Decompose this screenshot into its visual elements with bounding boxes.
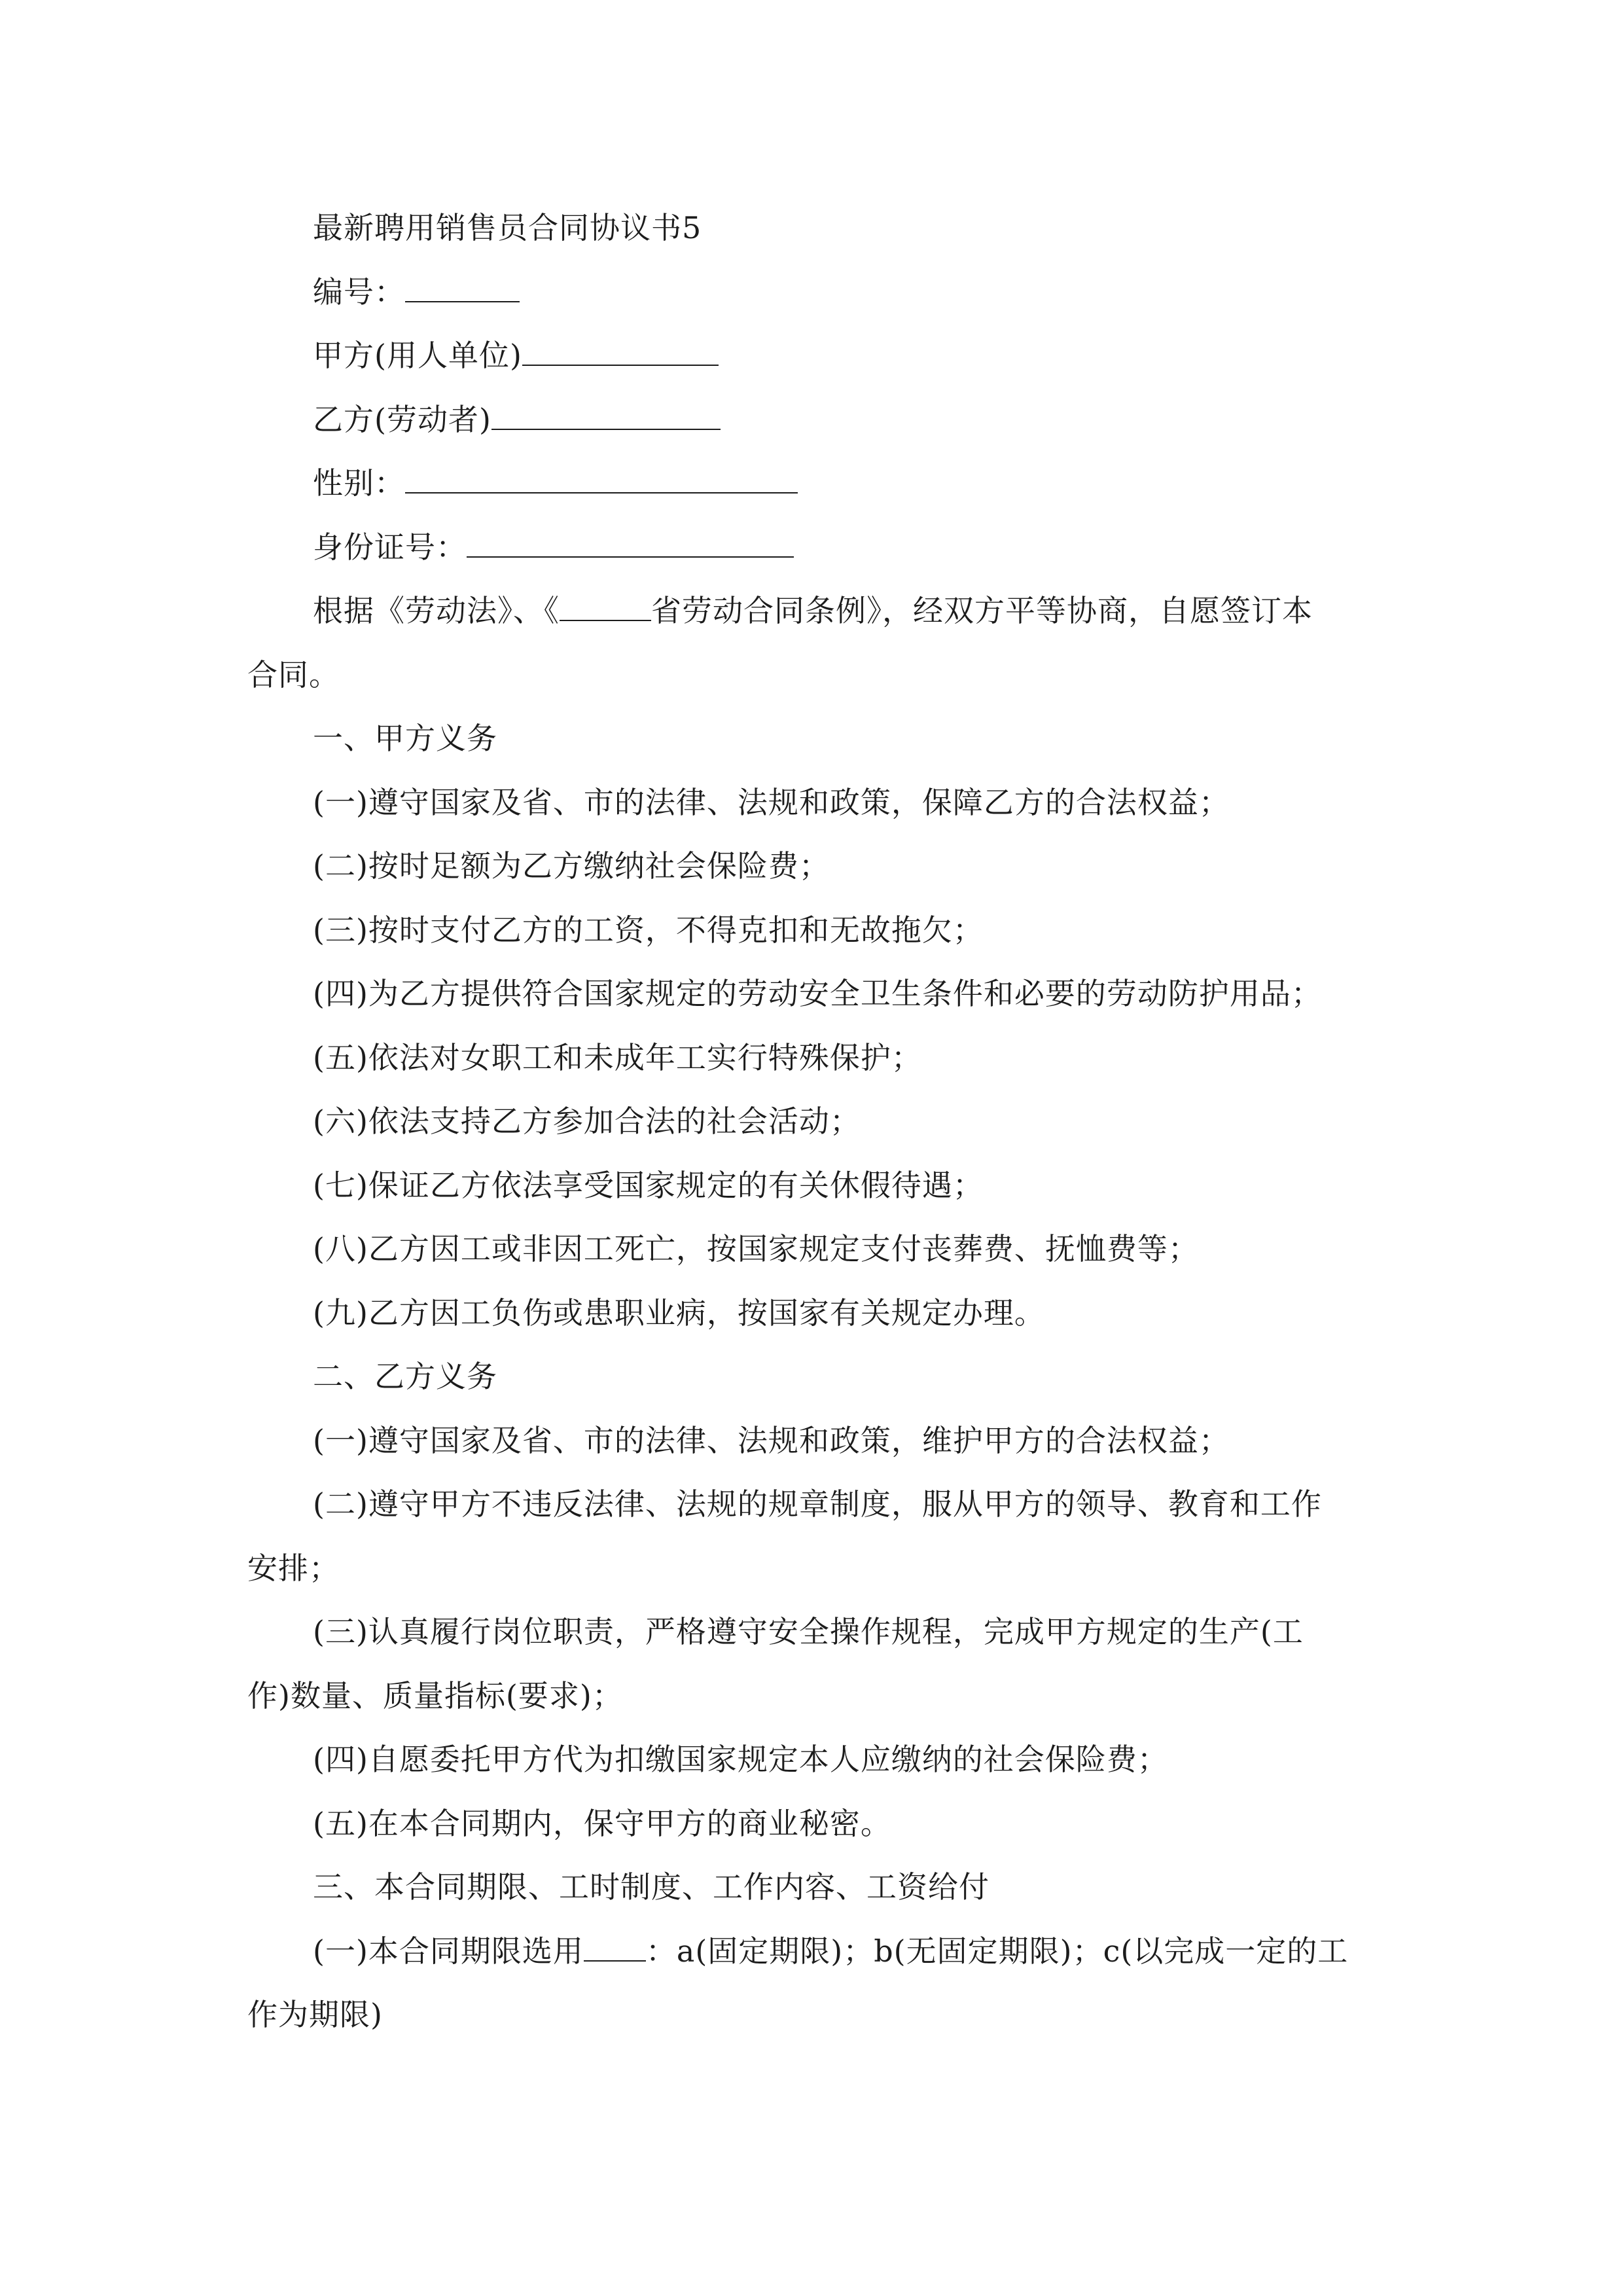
section-2-item-continuation: 安排； bbox=[247, 1551, 340, 1586]
section-1-heading: 一、甲方义务 bbox=[313, 721, 497, 756]
section-1-item: (八)乙方因工或非因工死亡，按国家规定支付丧葬费、抚恤费等； bbox=[313, 1231, 1199, 1266]
term-text-1: (一)本合同期限选用 bbox=[313, 1933, 584, 1969]
party-a-blank[interactable] bbox=[522, 336, 719, 366]
section-2-item: (三)认真履行岗位职责，严格遵守安全操作规程，完成甲方规定的生产(工 bbox=[313, 1614, 1304, 1649]
province-blank[interactable] bbox=[560, 591, 651, 621]
intro-text-1: 根据《劳动法》、《 bbox=[313, 593, 560, 628]
id-blank[interactable] bbox=[467, 528, 794, 558]
section-3-heading: 三、本合同期限、工时制度、工作内容、工资给付 bbox=[313, 1869, 990, 1905]
id-label: 身份证号： bbox=[313, 529, 467, 565]
number-blank[interactable] bbox=[405, 272, 520, 302]
section-1-item: (四)为乙方提供符合国家规定的劳动安全卫生条件和必要的劳动防护用品； bbox=[313, 976, 1322, 1011]
section-1-item: (三)按时支付乙方的工资，不得克扣和无故拖欠； bbox=[313, 912, 984, 948]
section-1-item: (一)遵守国家及省、市的法律、法规和政策，保障乙方的合法权益； bbox=[313, 785, 1230, 820]
section-2-item: (二)遵守甲方不违反法律、法规的规章制度，服从甲方的领导、教育和工作 bbox=[313, 1486, 1322, 1522]
section-1-item: (六)依法支持乙方参加合法的社会活动； bbox=[313, 1103, 861, 1139]
gender-field bbox=[313, 463, 798, 503]
section-2-item: (四)自愿委托甲方代为扣缴国家规定本人应缴纳的社会保险费； bbox=[313, 1742, 1168, 1777]
number-field bbox=[313, 272, 520, 312]
section-2-item: (一)遵守国家及省、市的法律、法规和政策，维护甲方的合法权益； bbox=[313, 1423, 1230, 1458]
party-a-field bbox=[313, 336, 719, 375]
section-2-item: (五)在本合同期内，保守甲方的商业秘密。 bbox=[313, 1806, 891, 1841]
id-field bbox=[313, 528, 794, 567]
section-3-item-continuation: 作为期限) bbox=[247, 1997, 383, 2032]
section-3-item bbox=[313, 1931, 1348, 1971]
section-1-item: (七)保证乙方依法享受国家规定的有关休假待遇； bbox=[313, 1168, 984, 1203]
party-b-field bbox=[313, 400, 721, 439]
section-1-item: (二)按时足额为乙方缴纳社会保险费； bbox=[313, 848, 830, 884]
gender-label: 性别： bbox=[313, 465, 405, 501]
party-b-blank[interactable] bbox=[491, 400, 721, 430]
term-choice-blank[interactable] bbox=[584, 1931, 646, 1962]
party-a-label: 甲方(用人单位) bbox=[313, 338, 522, 373]
section-1-item: (五)依法对女职工和未成年工实行特殊保护； bbox=[313, 1040, 922, 1075]
section-2-heading: 二、乙方义务 bbox=[313, 1359, 497, 1394]
party-b-label: 乙方(劳动者) bbox=[313, 402, 491, 437]
document-title: 最新聘用销售员合同协议书5 bbox=[313, 210, 702, 245]
intro-text-2: 省劳动合同条例》，经双方平等协商，自愿签订本 bbox=[651, 593, 1313, 628]
number-label: 编号： bbox=[313, 274, 405, 310]
intro-paragraph bbox=[313, 591, 1313, 630]
section-2-item-continuation: 作)数量、质量指标(要求)； bbox=[247, 1678, 623, 1713]
gender-blank[interactable] bbox=[405, 463, 798, 493]
term-text-2: ：a(固定期限)；b(无固定期限)；c(以完成一定的工 bbox=[645, 1933, 1349, 1969]
intro-continuation: 合同。 bbox=[247, 657, 340, 692]
section-1-item: (九)乙方因工负伤或患职业病，按国家有关规定办理。 bbox=[313, 1295, 1045, 1331]
